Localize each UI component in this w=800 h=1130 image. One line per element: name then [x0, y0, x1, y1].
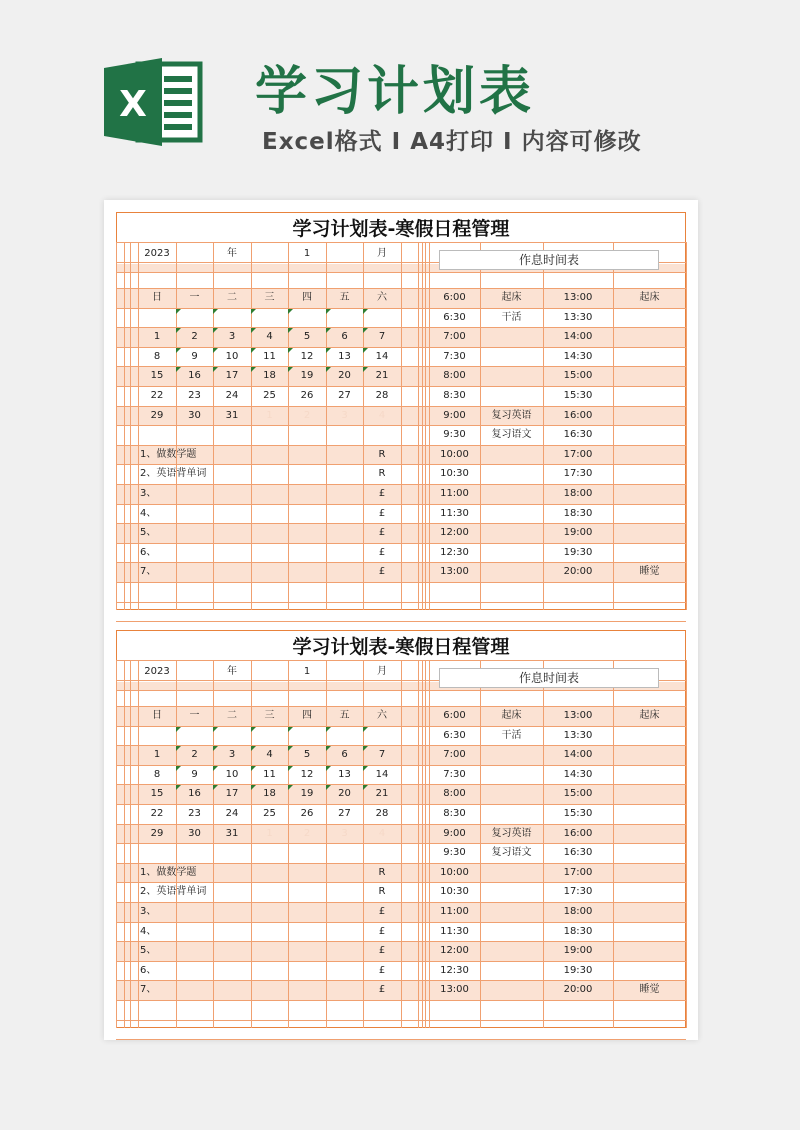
calendar-day[interactable]: 4	[266, 749, 273, 761]
task-label[interactable]: 5、	[140, 527, 157, 539]
grid-line	[130, 660, 131, 1028]
schedule-time: 11:00	[440, 488, 469, 499]
calendar-day[interactable]: 17	[225, 370, 239, 382]
task-checkbox[interactable]: £	[378, 507, 386, 519]
schedule-time: 9:30	[443, 847, 466, 859]
year-value[interactable]: 2023	[144, 666, 170, 677]
schedule-time: 12:00	[440, 945, 469, 957]
comment-marker-icon	[363, 727, 368, 732]
calendar-day[interactable]: 28	[375, 390, 389, 401]
calendar-day[interactable]: 15	[150, 370, 164, 382]
task-checkbox[interactable]: £	[378, 925, 386, 937]
comment-marker-icon	[326, 785, 331, 790]
schedule-time: 8:00	[443, 788, 466, 800]
grid-line	[401, 242, 402, 610]
schedule-activity[interactable]: 复习英语	[491, 409, 532, 421]
grid-line	[401, 660, 402, 1028]
calendar-day[interactable]: 3	[341, 827, 348, 839]
calendar-day[interactable]: 24	[225, 808, 239, 819]
schedule-time: 7:00	[443, 331, 466, 343]
schedule-time: 16:30	[563, 847, 593, 859]
comment-marker-icon	[326, 727, 331, 732]
grid-line	[686, 660, 687, 1028]
comment-marker-icon	[176, 367, 181, 372]
comment-marker-icon	[363, 785, 368, 790]
task-label[interactable]: 5、	[140, 945, 157, 957]
schedule-time: 20:00	[563, 984, 593, 996]
calendar-day[interactable]: 21	[375, 370, 389, 382]
schedule-time: 10:30	[440, 886, 469, 898]
schedule-time: 16:30	[563, 429, 593, 441]
calendar-day[interactable]: 6	[341, 749, 348, 761]
schedule-header: 作息时间表	[439, 668, 659, 688]
calendar-day[interactable]: 13	[338, 350, 351, 362]
calendar-day[interactable]: 8	[153, 350, 161, 362]
schedule-time: 18:00	[563, 906, 593, 917]
schedule-time: 13:00	[563, 292, 593, 303]
page-header	[0, 0, 800, 200]
calendar-day[interactable]: 31	[225, 827, 239, 839]
comment-marker-icon	[326, 309, 331, 314]
excel-icon	[104, 56, 204, 148]
comment-marker-icon	[176, 727, 181, 732]
comment-marker-icon	[176, 746, 181, 751]
comment-marker-icon	[288, 328, 293, 333]
schedule-time: 14:00	[563, 749, 593, 761]
comment-marker-icon	[251, 328, 256, 333]
calendar-day[interactable]: 29	[150, 409, 164, 421]
comment-marker-icon	[176, 328, 181, 333]
calendar-day[interactable]: 29	[150, 827, 164, 839]
weekday-label: 日	[152, 710, 162, 721]
schedule-time: 6:30	[443, 311, 466, 323]
schedule-header: 作息时间表	[439, 250, 659, 270]
schedule-time: 7:30	[443, 350, 466, 362]
schedule-time: 17:00	[563, 866, 593, 878]
comment-marker-icon	[288, 348, 293, 353]
comment-marker-icon	[251, 367, 256, 372]
comment-marker-icon	[326, 766, 331, 771]
calendar-day[interactable]: 11	[263, 350, 276, 362]
weekday-label: 二	[227, 292, 237, 303]
schedule-time: 9:30	[443, 429, 466, 441]
calendar-day[interactable]: 4	[266, 331, 273, 343]
task-checkbox[interactable]: £	[378, 546, 386, 558]
calendar-day[interactable]: 10	[225, 350, 239, 362]
calendar-day[interactable]: 8	[153, 768, 161, 780]
schedule-time: 9:00	[443, 827, 466, 839]
calendar-day[interactable]: 31	[225, 409, 239, 421]
schedule-time: 17:00	[563, 448, 593, 460]
calendar-day[interactable]: 11	[263, 768, 276, 780]
schedule-time: 19:30	[563, 546, 593, 558]
sheet-title: 学习计划表-寒假日程管理	[292, 218, 510, 240]
calendar-day[interactable]: 23	[188, 390, 201, 401]
weekday-label: 四	[302, 710, 312, 721]
calendar-day[interactable]: 17	[225, 788, 239, 800]
year-label: 年	[227, 666, 237, 677]
comment-marker-icon	[251, 766, 256, 771]
year-label: 年	[227, 248, 237, 259]
schedule-time: 17:30	[563, 886, 593, 898]
comment-marker-icon	[288, 766, 293, 771]
schedule-time: 11:00	[440, 906, 469, 917]
task-label[interactable]: 7、	[140, 984, 157, 996]
calendar-day[interactable]: 5	[303, 331, 311, 343]
calendar-day[interactable]: 22	[150, 808, 164, 819]
task-label[interactable]: 1、做数学题	[140, 448, 197, 460]
comment-marker-icon	[213, 367, 218, 372]
schedule-time: 12:00	[440, 527, 469, 539]
calendar-day[interactable]: 16	[188, 370, 201, 382]
schedule-time: 9:00	[443, 409, 466, 421]
comment-marker-icon	[213, 348, 218, 353]
task-checkbox[interactable]: £	[378, 984, 386, 996]
weekday-label: 三	[264, 292, 275, 303]
schedule-time: 8:30	[443, 390, 466, 401]
weekday-label: 日	[152, 292, 162, 303]
calendar-day[interactable]: 22	[150, 390, 164, 401]
task-checkbox[interactable]: R	[378, 448, 386, 460]
calendar-day[interactable]: 5	[303, 749, 311, 761]
calendar-day[interactable]: 25	[263, 808, 276, 819]
comment-marker-icon	[363, 766, 368, 771]
sheet-title: 学习计划表-寒假日程管理	[292, 636, 510, 658]
schedule-time: 11:30	[440, 507, 469, 519]
schedule-activity[interactable]: 复习语文	[491, 429, 532, 441]
comment-marker-icon	[363, 367, 368, 372]
calendar-day[interactable]: 10	[225, 768, 239, 780]
calendar-day[interactable]: 2	[303, 409, 311, 421]
comment-marker-icon	[363, 746, 368, 751]
schedule-time: 7:30	[443, 768, 466, 780]
comment-marker-icon	[363, 328, 368, 333]
schedule-time: 16:00	[563, 409, 593, 421]
schedule-time: 15:00	[563, 788, 593, 800]
comment-marker-icon	[213, 746, 218, 751]
grid-line	[686, 242, 687, 610]
calendar-day[interactable]: 4	[378, 827, 386, 839]
calendar-day[interactable]: 3	[228, 331, 236, 343]
calendar-day[interactable]: 3	[228, 749, 236, 761]
schedule-time: 18:00	[563, 488, 593, 499]
calendar-day[interactable]: 27	[338, 390, 351, 401]
task-checkbox[interactable]: R	[378, 866, 386, 878]
calendar-day[interactable]: 19	[300, 788, 314, 800]
schedule-time: 18:30	[563, 507, 593, 519]
grid-line	[425, 242, 426, 610]
comment-marker-icon	[326, 746, 331, 751]
calendar-day[interactable]: 9	[191, 768, 198, 780]
calendar-day[interactable]: 1	[153, 331, 161, 343]
grid-line	[418, 660, 419, 1028]
schedule-activity[interactable]: 睡觉	[639, 566, 660, 578]
schedule-time: 14:00	[563, 331, 593, 343]
schedule-time: 19:00	[563, 527, 593, 539]
comment-marker-icon	[213, 766, 218, 771]
calendar-day[interactable]: 2	[191, 331, 198, 343]
schedule-time: 14:30	[563, 768, 593, 780]
weekday-label: 五	[339, 292, 350, 303]
calendar-day[interactable]: 27	[338, 808, 351, 819]
schedule-time: 15:30	[563, 390, 593, 401]
task-label[interactable]: 6、	[140, 964, 157, 976]
task-label[interactable]: 6、	[140, 546, 157, 558]
grid-line	[116, 242, 117, 610]
grid-line	[116, 621, 686, 622]
grid-line	[124, 660, 125, 1028]
schedule-time: 16:00	[563, 827, 593, 839]
schedule-activity[interactable]: 起床	[501, 292, 522, 303]
comment-marker-icon	[251, 785, 256, 790]
comment-marker-icon	[251, 746, 256, 751]
weekday-label: 五	[339, 710, 350, 721]
grid-line	[422, 660, 423, 1028]
schedule-activity[interactable]: 干活	[501, 729, 522, 741]
schedule-time: 13:30	[563, 729, 593, 741]
comment-marker-icon	[213, 727, 218, 732]
calendar-day[interactable]: 18	[263, 370, 276, 382]
comment-marker-icon	[251, 727, 256, 732]
task-label[interactable]: 2、英语背单词	[140, 468, 207, 480]
excel-logo-letter: X	[119, 84, 147, 125]
task-checkbox[interactable]: £	[378, 906, 386, 917]
comment-marker-icon	[288, 746, 293, 751]
calendar-day[interactable]: 14	[375, 350, 389, 362]
year-value[interactable]: 2023	[144, 248, 170, 259]
calendar-day[interactable]: 1	[153, 749, 161, 761]
weekday-label: 一	[189, 292, 200, 303]
grid-line	[124, 242, 125, 610]
schedule-time: 12:30	[440, 964, 469, 976]
calendar-day[interactable]: 7	[378, 331, 386, 343]
task-checkbox[interactable]: R	[378, 886, 386, 898]
schedule-activity[interactable]: 复习英语	[491, 827, 532, 839]
calendar-day[interactable]: 30	[188, 827, 201, 839]
calendar-day[interactable]: 23	[188, 808, 201, 819]
schedule-time: 19:00	[563, 945, 593, 957]
weekday-label: 一	[189, 710, 200, 721]
calendar-day[interactable]: 19	[300, 370, 314, 382]
comment-marker-icon	[213, 328, 218, 333]
comment-marker-icon	[326, 367, 331, 372]
schedule-time: 17:30	[563, 468, 593, 480]
comment-marker-icon	[176, 785, 181, 790]
calendar-day[interactable]: 16	[188, 788, 201, 800]
task-label[interactable]: 7、	[140, 566, 157, 578]
schedule-time: 10:00	[440, 866, 469, 878]
schedule-time: 20:00	[563, 566, 593, 578]
calendar-day[interactable]: 30	[188, 409, 201, 421]
grid-line	[130, 242, 131, 610]
calendar-day[interactable]: 15	[150, 788, 164, 800]
calendar-day[interactable]: 20	[338, 370, 351, 382]
comment-marker-icon	[363, 309, 368, 314]
month-value[interactable]: 1	[303, 248, 311, 259]
calendar-day[interactable]: 13	[338, 768, 351, 780]
weekday-label: 三	[264, 710, 275, 721]
comment-marker-icon	[288, 727, 293, 732]
schedule-time: 6:00	[443, 292, 466, 303]
schedule-time: 13:00	[440, 984, 469, 996]
schedule-activity[interactable]: 复习语文	[491, 847, 532, 859]
calendar-day[interactable]: 14	[375, 768, 389, 780]
schedule-time: 8:30	[443, 808, 466, 819]
comment-marker-icon	[326, 348, 331, 353]
task-checkbox[interactable]: £	[378, 527, 386, 539]
schedule-time: 13:30	[563, 311, 593, 323]
page-title: 学习计划表	[255, 62, 536, 122]
calendar-day[interactable]: 25	[263, 390, 276, 401]
schedule-time: 7:00	[443, 749, 466, 761]
schedule-time: 15:00	[563, 370, 593, 382]
schedule-activity[interactable]: 干活	[501, 311, 522, 323]
task-checkbox[interactable]: £	[378, 566, 386, 578]
schedule-time: 15:30	[563, 808, 593, 819]
calendar-day[interactable]: 2	[191, 749, 198, 761]
comment-marker-icon	[213, 785, 218, 790]
calendar-day[interactable]: 7	[378, 749, 386, 761]
comment-marker-icon	[288, 785, 293, 790]
schedule-time: 11:30	[440, 925, 469, 937]
calendar-day[interactable]: 3	[341, 409, 348, 421]
calendar-day[interactable]: 21	[375, 788, 389, 800]
schedule-time: 13:00	[563, 710, 593, 721]
schedule-activity[interactable]: 睡觉	[639, 984, 660, 996]
task-checkbox[interactable]: £	[378, 964, 386, 976]
schedule-time: 18:30	[563, 925, 593, 937]
schedule-time: 13:00	[440, 566, 469, 578]
comment-marker-icon	[176, 309, 181, 314]
calendar-day[interactable]: 18	[263, 788, 276, 800]
schedule-time: 19:30	[563, 964, 593, 976]
calendar-day[interactable]: 26	[300, 390, 314, 401]
comment-marker-icon	[176, 766, 181, 771]
calendar-day[interactable]: 1	[266, 409, 273, 421]
schedule-time: 14:30	[563, 350, 593, 362]
calendar-day[interactable]: 20	[338, 788, 351, 800]
task-label[interactable]: 4、	[140, 925, 157, 937]
month-label: 月	[377, 248, 387, 259]
schedule-activity[interactable]: 起床	[501, 710, 522, 721]
calendar-day[interactable]: 24	[225, 390, 239, 401]
calendar-day[interactable]: 28	[375, 808, 389, 819]
weekday-label: 六	[377, 292, 387, 303]
grid-line	[418, 242, 419, 610]
calendar-day[interactable]: 1	[266, 827, 273, 839]
calendar-day[interactable]: 9	[191, 350, 198, 362]
comment-marker-icon	[176, 348, 181, 353]
schedule-activity[interactable]: 起床	[639, 292, 660, 303]
task-checkbox[interactable]: R	[378, 468, 386, 480]
calendar-day[interactable]: 4	[378, 409, 386, 421]
grid-line	[116, 660, 117, 1028]
page-subtitle: Excel格式 Ⅰ A4打印 Ⅰ 内容可修改	[262, 129, 642, 155]
schedule-time: 12:30	[440, 546, 469, 558]
month-label: 月	[377, 666, 387, 677]
task-checkbox[interactable]: £	[378, 488, 386, 499]
comment-marker-icon	[326, 328, 331, 333]
task-label[interactable]: 3、	[140, 488, 157, 499]
comment-marker-icon	[363, 348, 368, 353]
calendar-day[interactable]: 12	[300, 350, 314, 362]
grid-line	[116, 1039, 686, 1040]
task-label[interactable]: 1、做数学题	[140, 866, 197, 878]
task-checkbox[interactable]: £	[378, 945, 386, 957]
weekday-label: 四	[302, 292, 312, 303]
month-value[interactable]: 1	[303, 666, 311, 677]
calendar-day[interactable]: 6	[341, 331, 348, 343]
comment-marker-icon	[288, 309, 293, 314]
weekday-label: 六	[377, 710, 387, 721]
calendar-day[interactable]: 26	[300, 808, 314, 819]
comment-marker-icon	[288, 367, 293, 372]
schedule-time: 6:00	[443, 710, 466, 721]
calendar-day[interactable]: 2	[303, 827, 311, 839]
schedule-time: 6:30	[443, 729, 466, 741]
schedule-time: 10:00	[440, 448, 469, 460]
task-label[interactable]: 3、	[140, 906, 157, 917]
comment-marker-icon	[251, 309, 256, 314]
calendar-day[interactable]: 12	[300, 768, 314, 780]
grid-line	[422, 242, 423, 610]
comment-marker-icon	[213, 309, 218, 314]
schedule-activity[interactable]: 起床	[639, 710, 660, 721]
schedule-time: 10:30	[440, 468, 469, 480]
weekday-label: 二	[227, 710, 237, 721]
schedule-time: 8:00	[443, 370, 466, 382]
task-label[interactable]: 2、英语背单词	[140, 886, 207, 898]
grid-line	[425, 660, 426, 1028]
comment-marker-icon	[251, 348, 256, 353]
task-label[interactable]: 4、	[140, 507, 157, 519]
